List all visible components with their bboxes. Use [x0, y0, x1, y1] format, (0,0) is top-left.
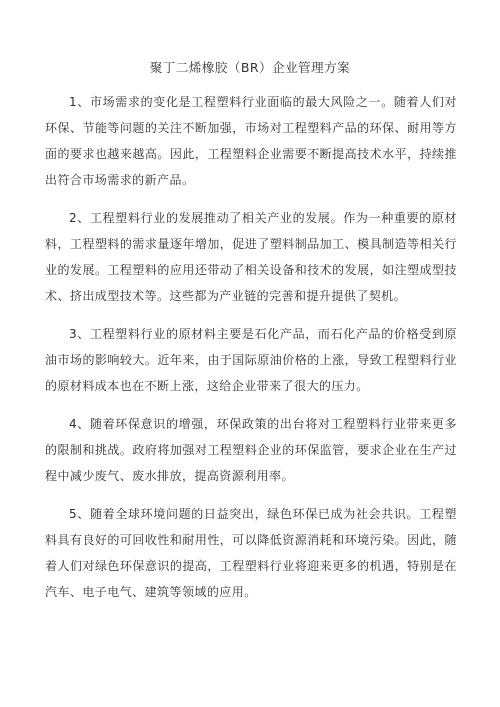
document-body [45, 89, 457, 617]
paragraph-2: 2、工程塑料行业的发展推动了相关产业的发展。作为一种重要的原材料，工程塑料的需求量逐年增加，促进了塑料制品加工、模具制造等相关行业的发展。工程塑料的应用还带动了相关设备和技术的发展，如注塑成型技术、挤出成型技术等。这些都为产业链的完善和提升提供了契机。 [45, 211, 457, 303]
document-title: 聚丁二烯橡胶（BR）企业管理方案 [149, 60, 351, 75]
paragraph-1: 1、市场需求的变化是工程塑料行业面临的最大风险之一。随着人们对环保、节能等问题的关注不断加强，市场对工程塑料产品的环保、耐用等方面的要求也越来越高。因此，工程塑料企业需要不断提高技术水平，持续推出符合市场需求的新产品。 [45, 95, 457, 187]
paragraph-4: 4、随着环保意识的增强，环保政策的出台将对工程塑料行业带来更多的限制和挑战。政府将加强对工程塑料企业的环保监管，要求企业在生产过程中减少废气、废水排放，提高资源利用率。 [45, 417, 457, 483]
paragraph-3: 3、工程塑料行业的原材料主要是石化产品，而石化产品的价格受到原油市场的影响较大。近年来，由于国际原油价格的上涨，导致工程塑料行业的原材料成本也在不断上涨，这给企业带来了很大的压力。 [45, 327, 457, 393]
paragraph-5: 5、随着全球环境问题的日益突出，绿色环保已成为社会共识。工程塑料具有良好的可回收性和耐用性，可以降低资源消耗和环境污染。因此，随着人们对绿色环保意识的提高，工程塑料行业将迎来更多的机遇，特别是在汽车、电子电气、建筑等领域的应用。 [45, 507, 457, 599]
